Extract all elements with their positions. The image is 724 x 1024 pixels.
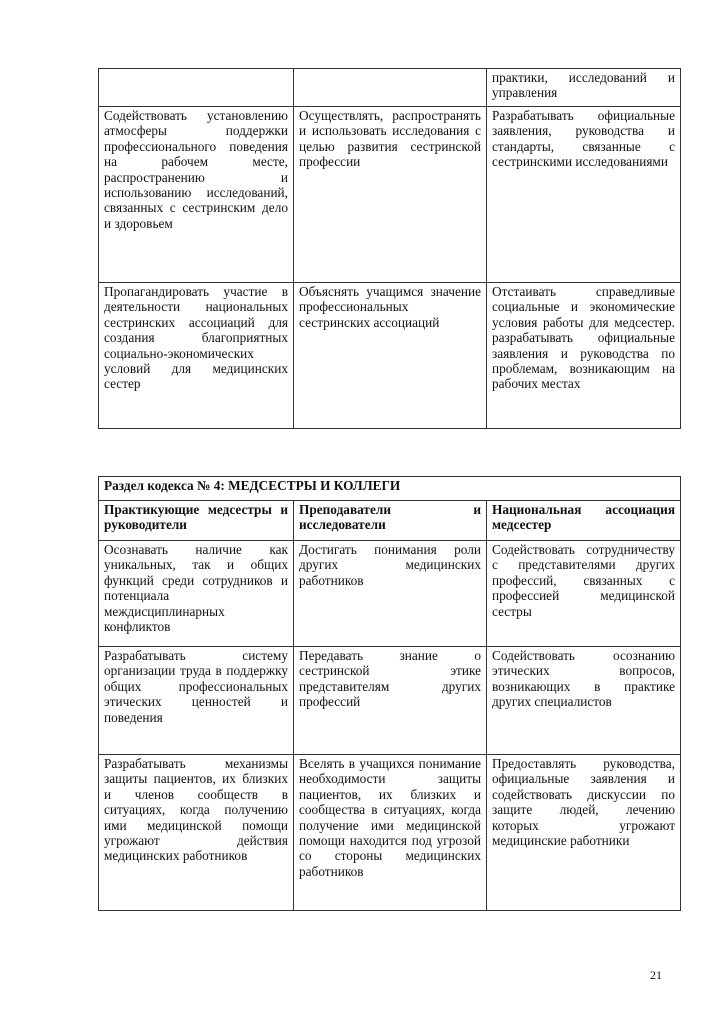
- table-section-4: [98, 476, 681, 911]
- table-cell: [99, 69, 294, 107]
- table-title-row: [99, 477, 681, 501]
- page-number: 21: [650, 968, 662, 982]
- table-cell: практики, исследований и управления: [487, 69, 681, 107]
- table-header-row: [99, 501, 681, 541]
- table-row: [99, 647, 681, 755]
- table-row: [99, 69, 681, 107]
- table-cell: Передавать знание о сестринской этике представителям других профессий: [294, 647, 487, 755]
- table-cell: Осуществлять, распространять и использовать исследования с целью развития сестринской профессии: [294, 107, 487, 283]
- table-cell: Разрабатывать механизмы защиты пациентов, их близких и членов сообществ в ситуациях, когда получению ими медицинской помощи угрожают действия медицинских работников: [99, 755, 294, 911]
- table-cell: Отстаивать справедливые социальные и экономические условия работы для медсестер. разрабатывать официальные заявления и руководства по проблемам, возникающим на рабочих местах: [487, 283, 681, 429]
- table-row: [99, 107, 681, 283]
- table-cell: Осознавать наличие как уникальных, так и общих функций среди сотрудников и потенциала междисциплинарных конфликтов: [99, 541, 294, 647]
- table-cell: Разрабатывать систему организации труда в поддержку общих профессиональных этических ценностей и поведения: [99, 647, 294, 755]
- column-header: Практикующие медсестры и руководители: [99, 501, 294, 541]
- table-cell: Содействовать осознанию этических вопросов, возникающих в практике других специалистов: [487, 647, 681, 755]
- table-continued: [98, 68, 681, 429]
- table-row: [99, 283, 681, 429]
- table-cell: Содействовать установлению атмосферы поддержки профессионального поведения на рабочем месте, распространению и использованию исследований, связанных с сестринским дело и здоровьем: [99, 107, 294, 283]
- section-title: Раздел кодекса № 4: МЕДСЕСТРЫ И КОЛЛЕГИ: [99, 477, 681, 501]
- table-cell: Содействовать сотрудничеству с представителями других профессий, связанных с профессией медицинской сестры: [487, 541, 681, 647]
- table-cell: [294, 69, 487, 107]
- column-header: Преподаватели и исследователи: [294, 501, 487, 541]
- table-cell: Достигать понимания роли других медицинских работников: [294, 541, 487, 647]
- table-row: [99, 541, 681, 647]
- table-row: [99, 755, 681, 911]
- table-cell: Объяснять учащимся значение профессиональных сестринских ассоциаций: [294, 283, 487, 429]
- table-cell: Предоставлять руководства, официальные заявления и содействовать дискуссии по защите людей, лечению которых угрожают медицинские работники: [487, 755, 681, 911]
- table-cell: Разрабатывать официальные заявления, руководства и стандарты, связанные с сестринскими исследованиями: [487, 107, 681, 283]
- column-header: Национальная ассоциация медсестер: [487, 501, 681, 541]
- table-cell: Пропагандировать участие в деятельности национальных сестринских ассоциаций для создания благоприятных социально-экономических условий для медицинских сестер: [99, 283, 294, 429]
- table-cell: Вселять в учащихся понимание необходимости защиты пациентов, их близких и сообщества в ситуациях, когда получение ими медицинской помощи находится под угрозой со стороны медицинских работников: [294, 755, 487, 911]
